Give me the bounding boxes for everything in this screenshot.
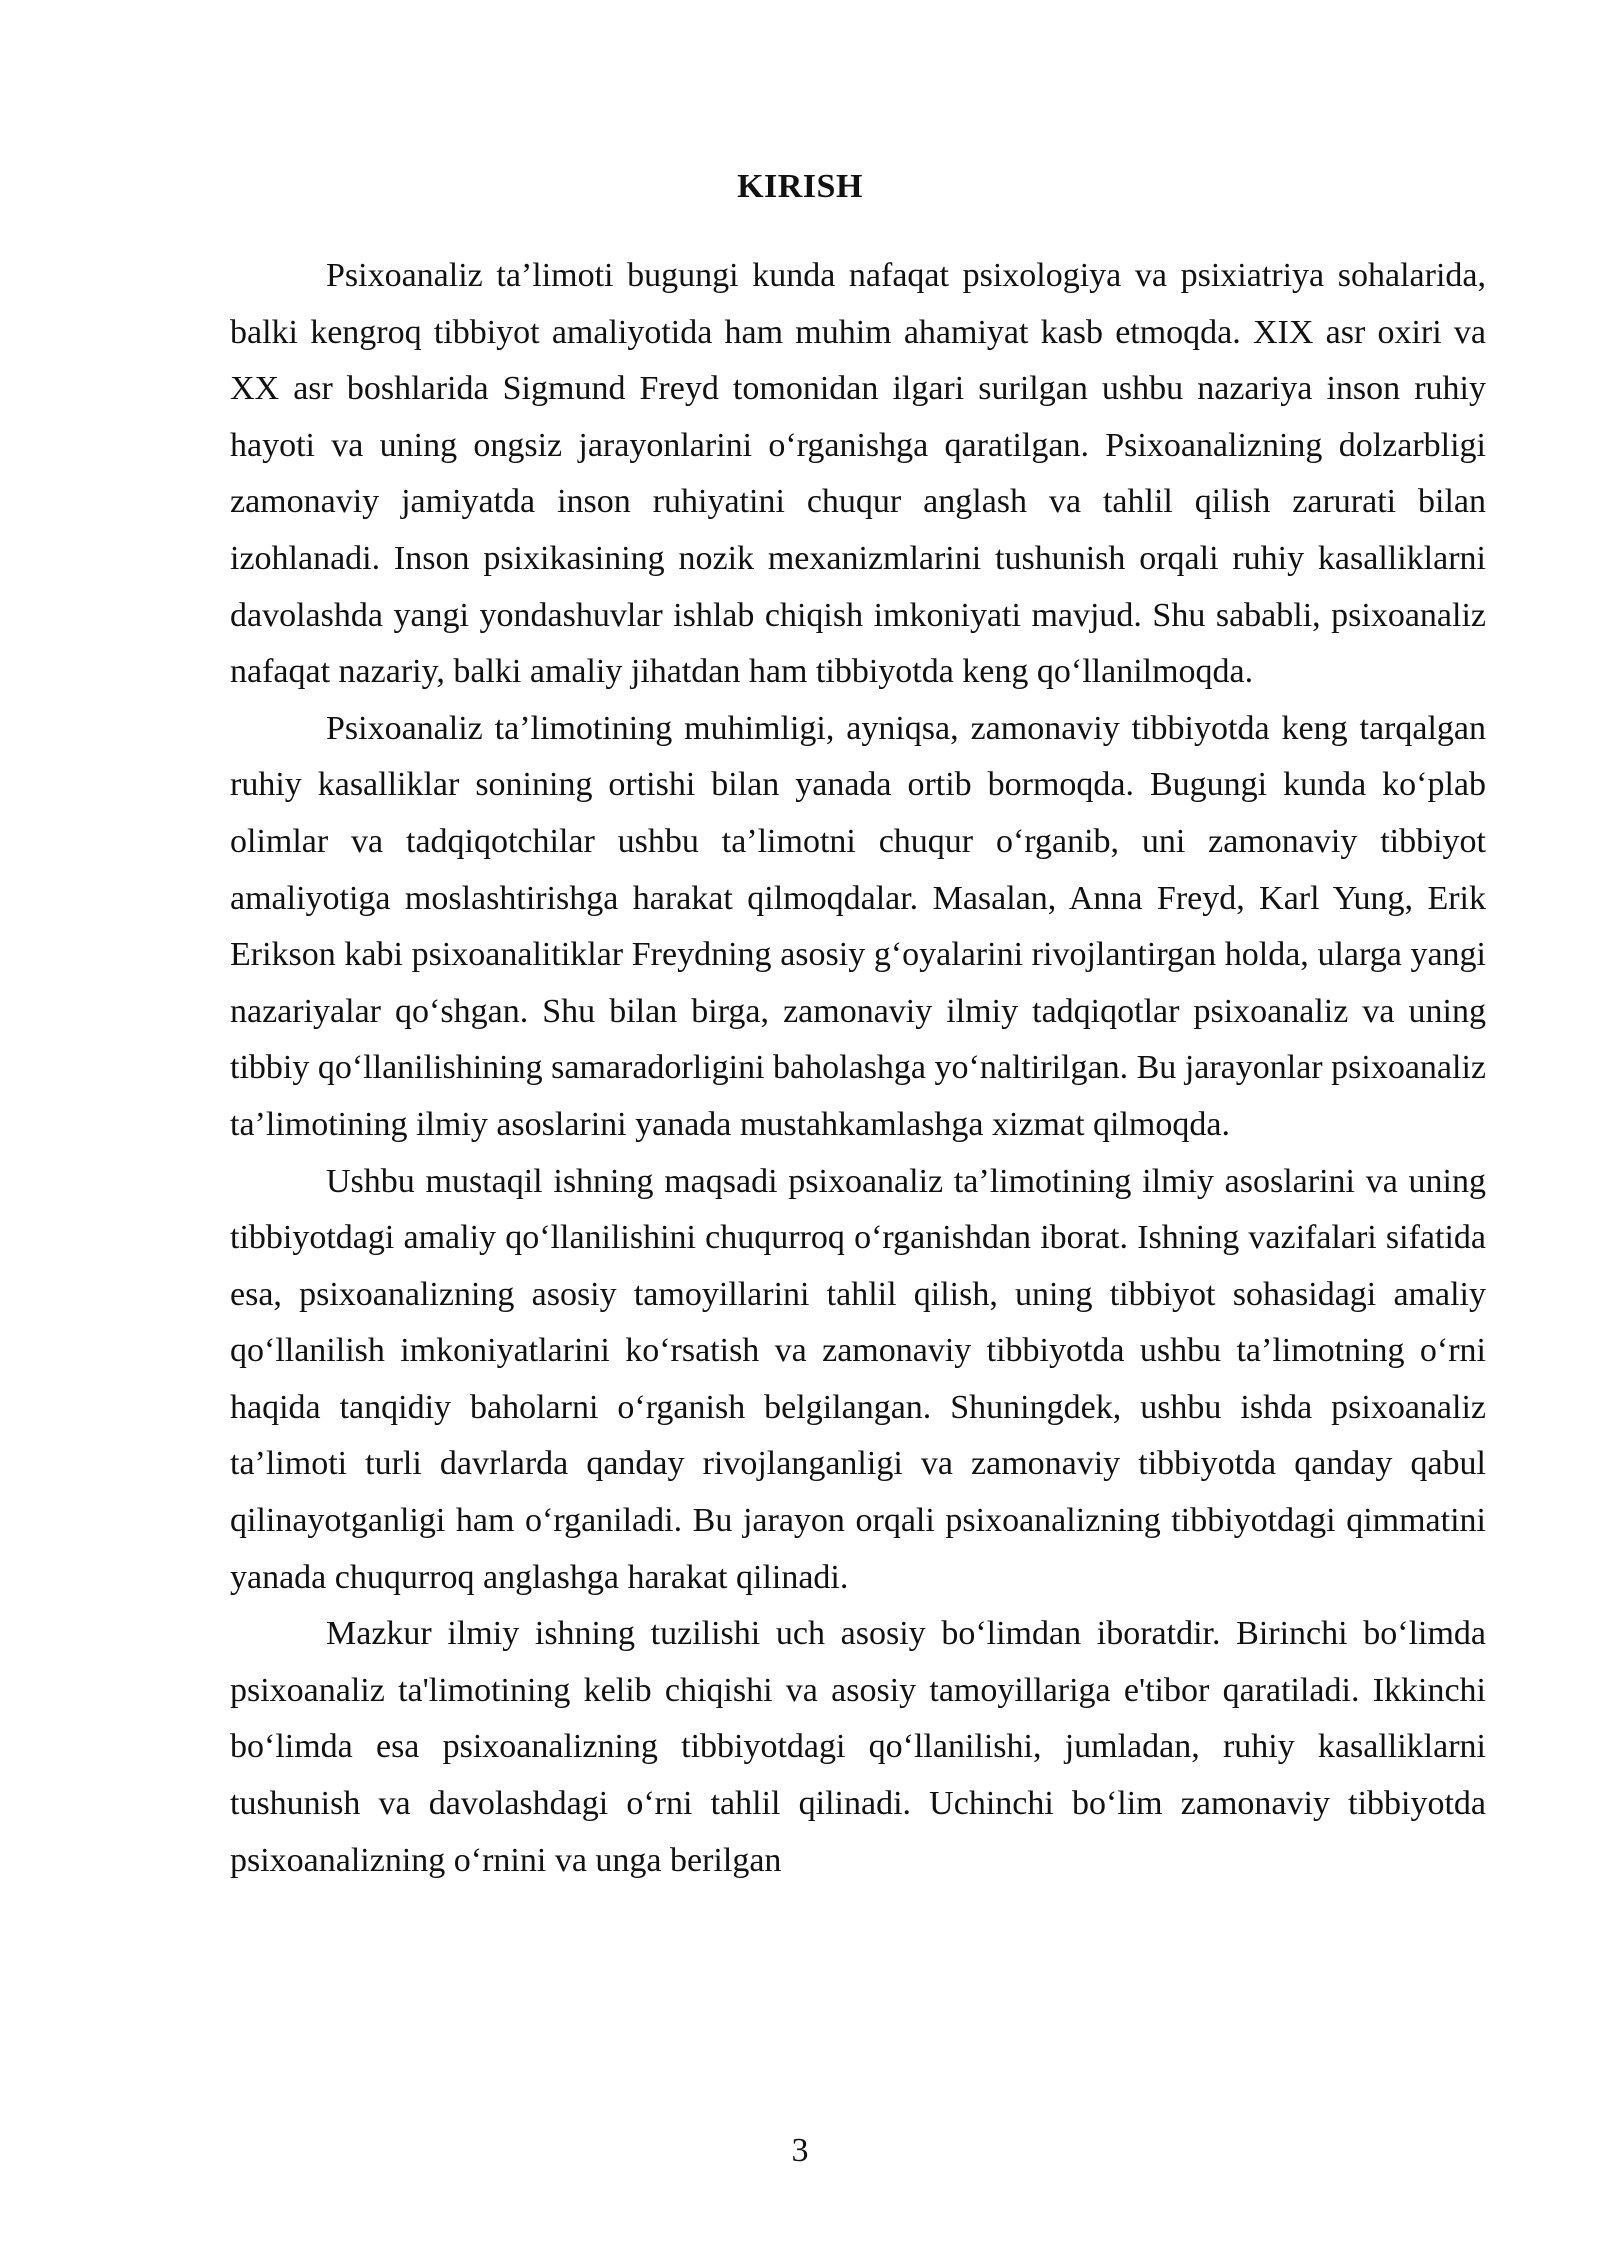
paragraph-3: Ushbu mustaqil ishning maqsadi psixoanaliz ta’limotining ilmiy asoslarini va uning tibbiyotdagi amaliy qo‘llanilishini chuqurroq o‘rganishdan iborat. Ishning vazifalari sifatida esa, psixoanalizning asosiy tamoyillarini tahlil qilish, uning tibbiyot sohasidagi amaliy qo‘llanilish imkoniyatlarini ko‘rsatish va zamonaviy tibbiyotda ushbu ta’limotning o‘rni haqida tanqidiy baholarni o‘rganish belgilangan. Shuningdek, ushbu ishda psixoanaliz ta’limoti turli davrlarda qanday rivojlanganligi va zamonaviy tibbiyotda qanday qabul qilinayotganligi ham o‘rganiladi. Bu jarayon orqali psixoanalizning tibbiyotdagi qimmatini yanada chuqurroq anglashga harakat qilinadi.	[230, 1162, 1486, 1596]
page-number: 3	[791, 2132, 809, 2169]
section-heading: KIRISH	[737, 168, 863, 205]
paragraph-1: Psixoanaliz ta’limoti bugungi kunda nafaqat psixologiya va psixiatriya sohalarida, balki kengroq tibbiyot amaliyotida ham muhim ahamiyat kasb etmoqda. XIX asr oxiri va XX asr boshlarida Sigmund Freyd tomonidan ilgari surilgan ushbu nazariya inson ruhiy hayoti va uning ongsiz jarayonlarini o‘rganishga qaratilgan. Psixoanalizning dolzarbligi zamonaviy jamiyatda inson ruhiyatini chuqur anglash va tahlil qilish zarurati bilan izohlanadi. Inson psixikasining nozik mexanizmlarini tushunish orqali ruhiy kasalliklarni davolashda yangi yondashuvlar ishlab chiqish imkoniyati mavjud. Shu sababli, psixoanaliz nafaqat nazariy, balki amaliy jihatdan ham tibbiyotda keng qo‘llanilmoqda.	[230, 257, 1486, 691]
paragraph-2: Psixoanaliz ta’limotining muhimligi, ayniqsa, zamonaviy tibbiyotda keng tarqalgan ruhiy kasalliklar sonining ortishi bilan yanada ortib bormoqda. Bugungi kunda ko‘plab olimlar va tadqiqotchilar ushbu ta’limotni chuqur o‘rganib, uni zamonaviy tibbiyot amaliyotiga moslashtirishga harakat qilmoqdalar. Masalan, Anna Freyd, Karl Yung, Erik Erikson kabi psixoanalitiklar Freydning asosiy g‘oyalarini rivojlantirgan holda, ularga yangi nazariyalar qo‘shgan. Shu bilan birga, zamonaviy ilmiy tadqiqotlar psixoanaliz va uning tibbiy qo‘llanilishining samaradorligini baholashga yo‘naltirilgan. Bu jarayonlar psixoanaliz ta’limotining ilmiy asoslarini yanada mustahkamlashga xizmat qilmoqda.	[230, 709, 1486, 1143]
paragraph-4: Mazkur ilmiy ishning tuzilishi uch asosiy bo‘limdan iboratdir. Birinchi bo‘limda psixoanaliz ta'limotining kelib chiqishi va asosiy tamoyillariga e'tibor qaratiladi. Ikkinchi bo‘limda esa psixoanalizning tibbiyotdagi qo‘llanilishi, jumladan, ruhiy kasalliklarni tushunish va davolashdagi o‘rni tahlil qilinadi. Uchinchi bo‘lim zamonaviy tibbiyotda psixoanalizning o‘rnini va unga berilgan	[230, 1615, 1486, 1879]
body-text	[230, 248, 1486, 1889]
